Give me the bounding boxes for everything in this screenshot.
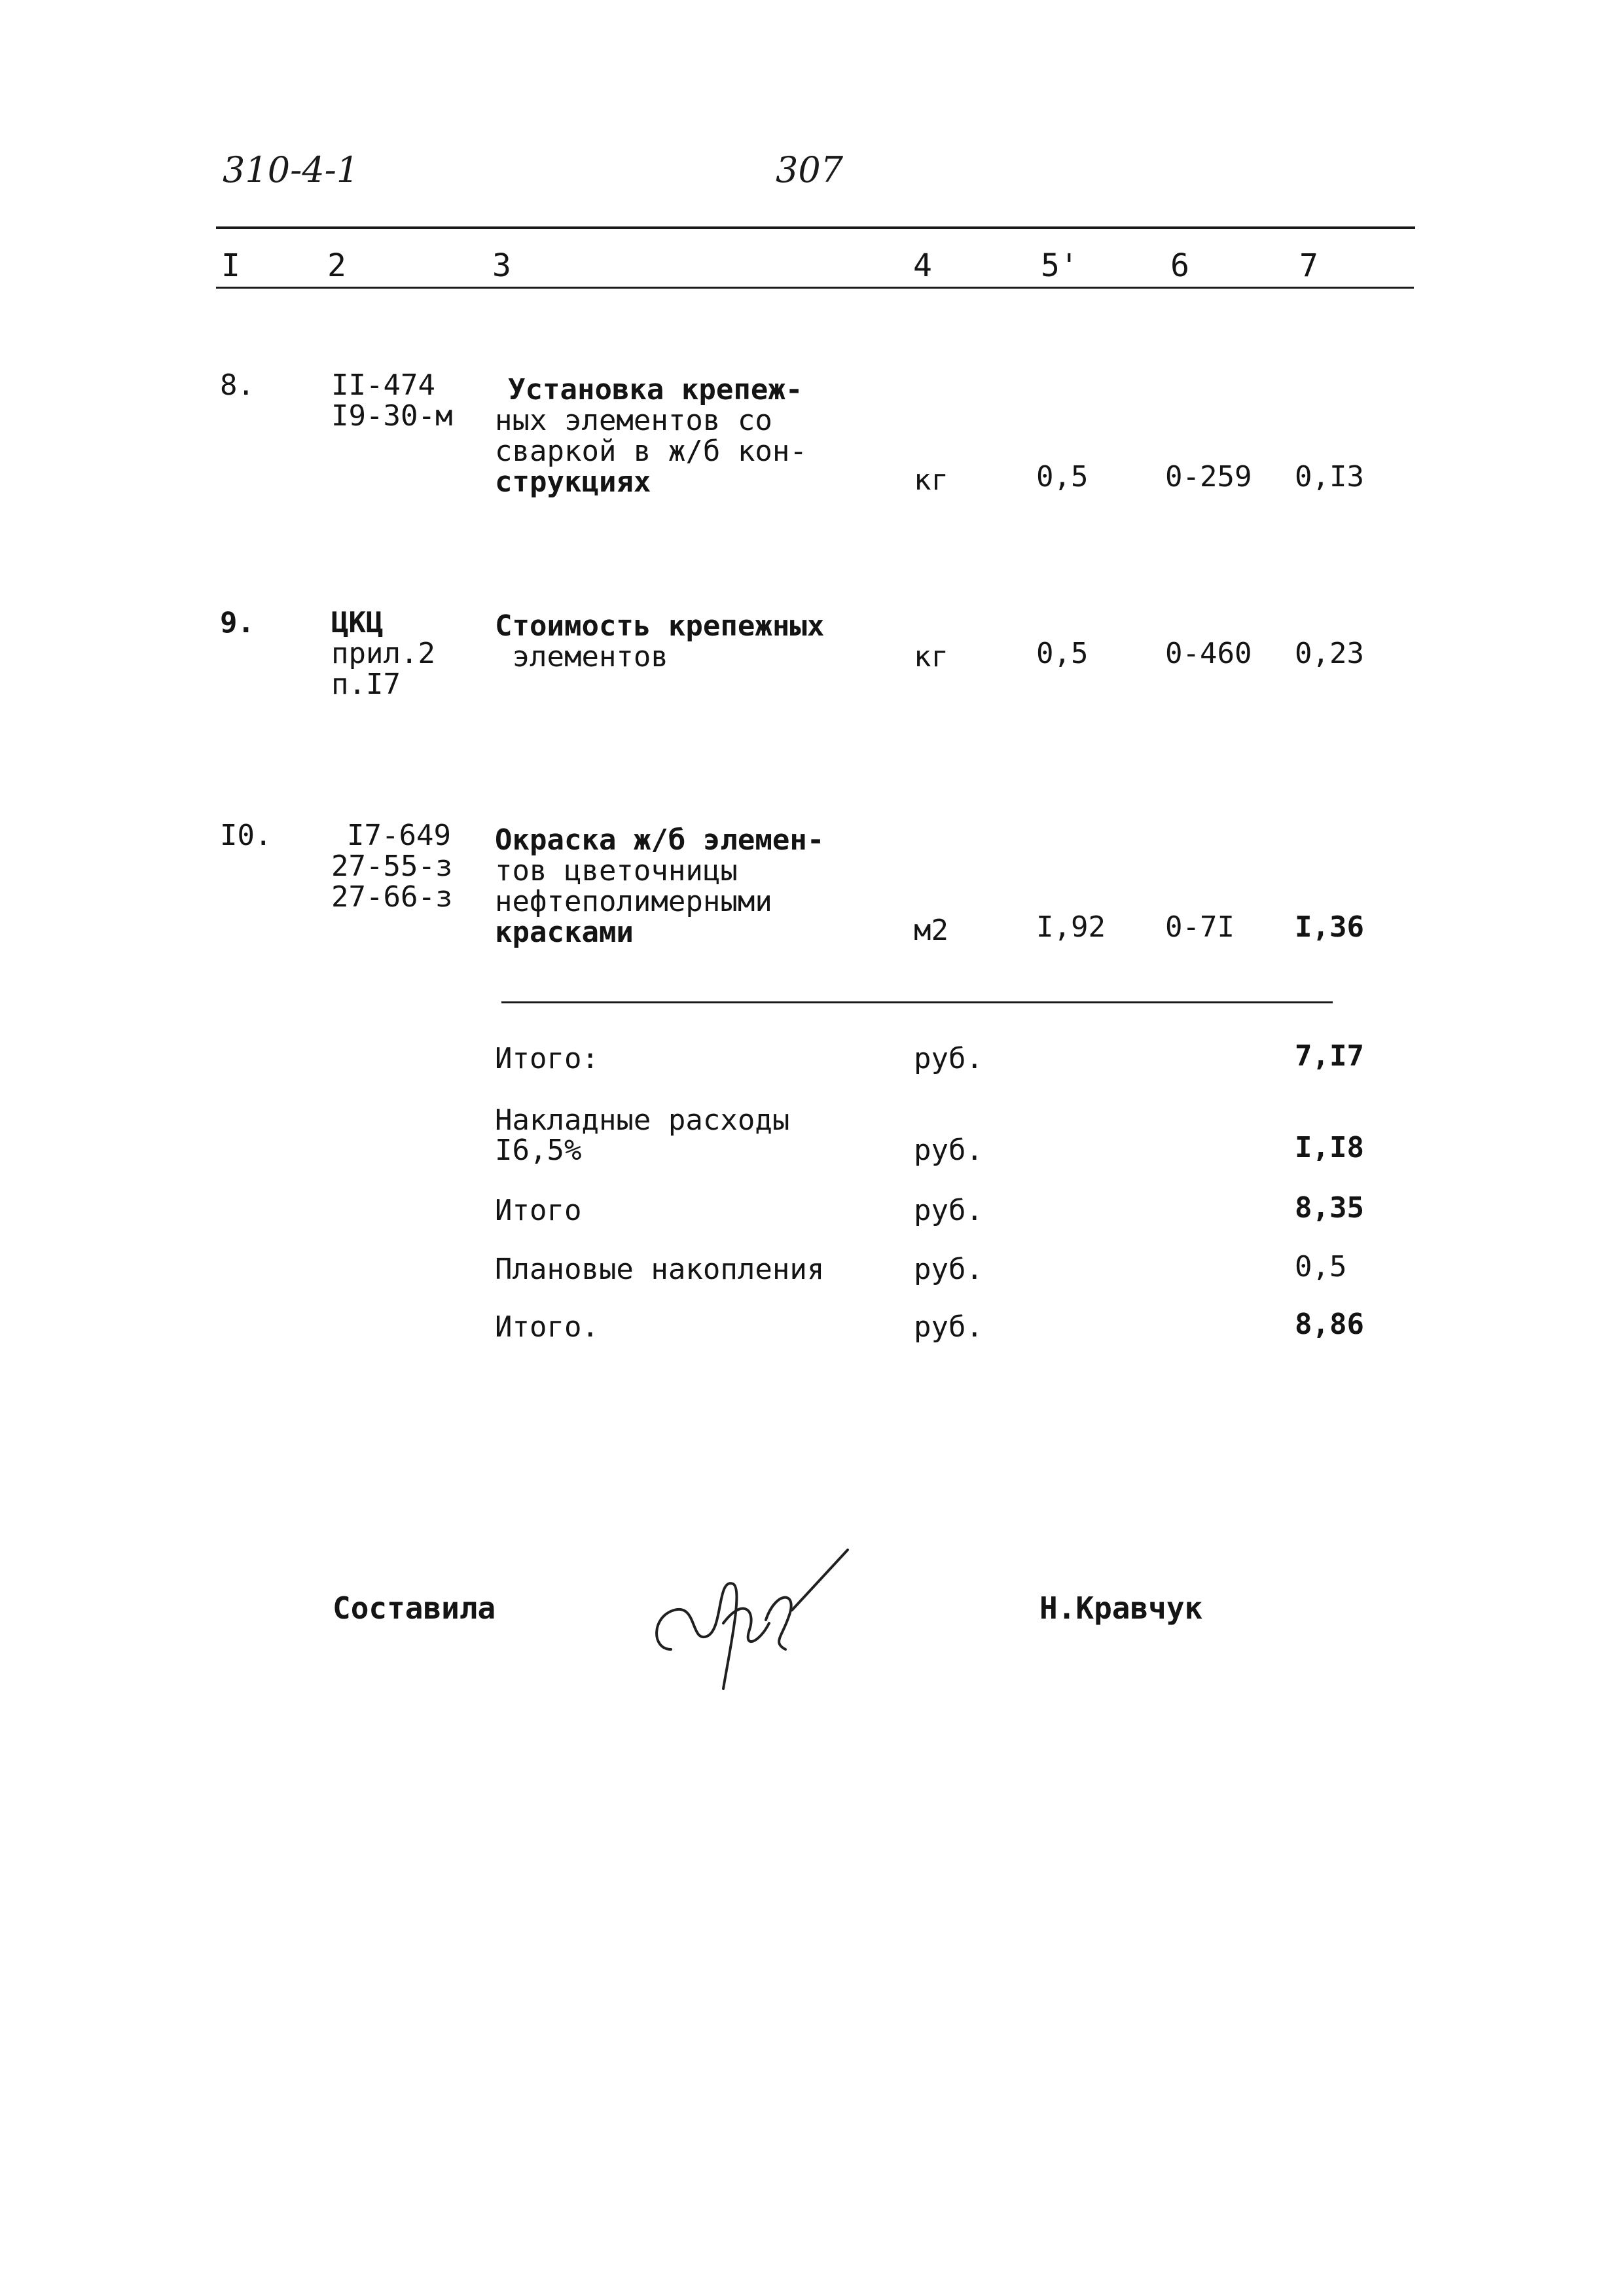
row-description-line: Стоимость крепежных [495, 609, 825, 643]
planned-savings-value: 0,5 [1295, 1250, 1347, 1283]
row-price: 0-7I [1165, 910, 1235, 944]
handwritten-signature [645, 1538, 880, 1702]
subtotal-value: 8,35 [1295, 1191, 1364, 1225]
row-description-line: сваркой в ж/б кон- [495, 435, 807, 468]
signer-name: Н.Кравчук [1039, 1590, 1203, 1626]
planned-savings-label: Плановые накопления [495, 1253, 825, 1286]
col-header-2: 2 [327, 247, 346, 284]
row-description-line: красками [495, 916, 634, 949]
grand-total-label: Итого. [495, 1310, 599, 1344]
col-header-7: 7 [1299, 247, 1318, 284]
row-unit: м2 [914, 914, 948, 947]
row-description-line: тов цветочницы [495, 854, 738, 888]
row-number: 9. [220, 606, 255, 639]
row-quantity: I,92 [1036, 910, 1106, 944]
overhead-unit: руб. [914, 1134, 983, 1167]
row-code-line: I9-30-м [331, 399, 453, 433]
col-header-5: 5' [1041, 247, 1079, 284]
row-code-line: II-474 [331, 368, 435, 402]
overhead-label: I6,5% [495, 1134, 582, 1167]
grand-total-unit: руб. [914, 1310, 983, 1344]
row-code-line: 27-55-з [331, 850, 453, 883]
subtotal-unit: руб. [914, 1194, 983, 1227]
row-description-line: Окраска ж/б элемен- [495, 823, 825, 857]
col-header-3: 3 [492, 247, 511, 284]
col-header-1: I [221, 247, 240, 284]
page-number: 307 [776, 149, 844, 190]
document-code: 310-4-1 [223, 149, 359, 190]
row-code-line: ЦКЦ [331, 606, 384, 639]
total-value: 7,I7 [1295, 1039, 1364, 1073]
row-price: 0-460 [1165, 637, 1252, 670]
overhead-label: Накладные расходы [495, 1103, 790, 1137]
row-code-line: прил.2 [331, 637, 435, 670]
compiled-by-label: Составила [333, 1590, 496, 1626]
row-total: 0,I3 [1295, 460, 1364, 493]
row-description-line: ных элементов со [495, 404, 772, 437]
top-rule [216, 226, 1415, 229]
col-header-6: 6 [1170, 247, 1189, 284]
row-price: 0-259 [1165, 460, 1252, 493]
row-description-line: элементов [495, 640, 668, 673]
row-number: 8. [220, 368, 255, 402]
row-total: 0,23 [1295, 637, 1364, 670]
totals-rule [501, 1001, 1333, 1003]
grand-total-value: 8,86 [1295, 1308, 1364, 1341]
row-number: I0. [220, 819, 272, 852]
row-quantity: 0,5 [1036, 460, 1089, 493]
row-code-line: I7-649 [347, 819, 451, 852]
row-code-line: 27-66-з [331, 880, 453, 914]
header-rule [216, 287, 1414, 289]
total-unit: руб. [914, 1042, 983, 1075]
row-unit: кг [914, 640, 948, 673]
row-quantity: 0,5 [1036, 637, 1089, 670]
row-unit: кг [914, 463, 948, 497]
row-description-line: Установка крепеж- [508, 373, 803, 406]
total-label: Итого: [495, 1042, 599, 1075]
row-description-line: струкциях [495, 465, 651, 499]
overhead-value: I,I8 [1295, 1131, 1364, 1164]
subtotal-label: Итого [495, 1194, 582, 1227]
row-total: I,36 [1295, 910, 1364, 944]
col-header-4: 4 [913, 247, 932, 284]
row-code-line: п.I7 [331, 668, 401, 701]
row-description-line: нефтеполимерными [495, 885, 772, 918]
planned-savings-unit: руб. [914, 1253, 983, 1286]
